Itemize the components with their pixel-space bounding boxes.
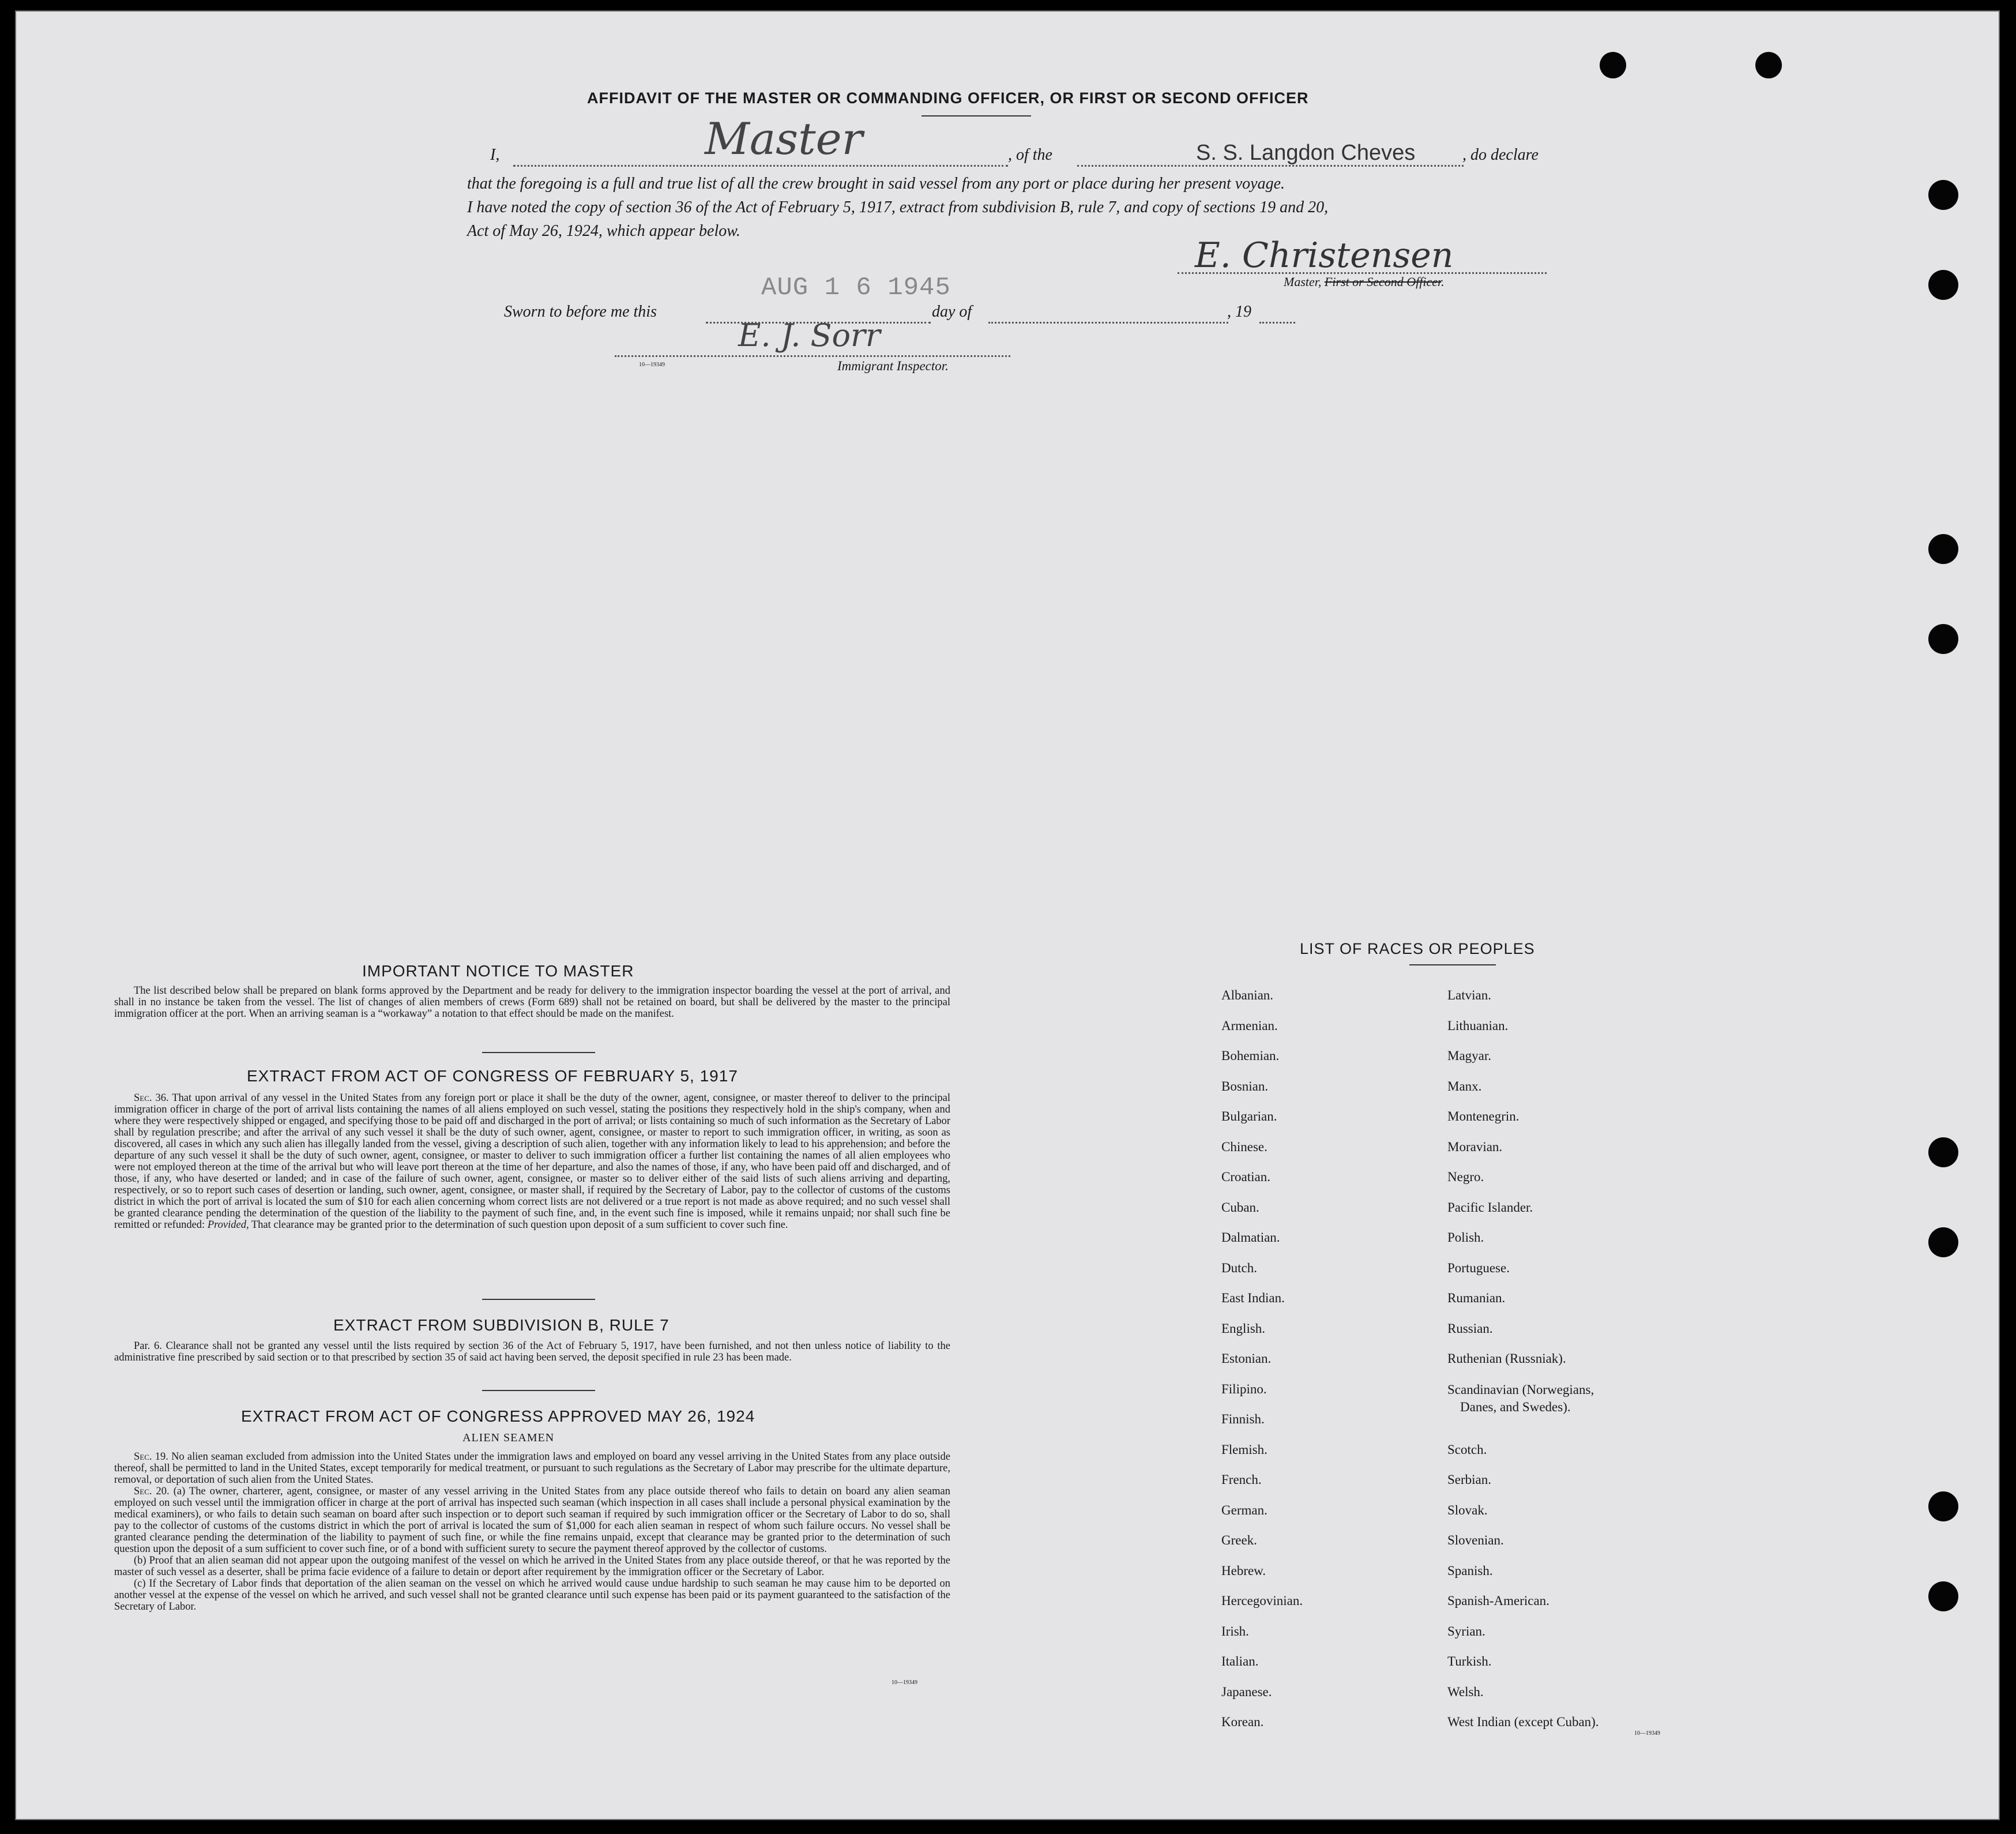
race-item: Irish. <box>1221 1623 1249 1638</box>
race-item: Estonian. <box>1221 1351 1272 1366</box>
race-item: Italian. <box>1221 1654 1259 1668</box>
section-divider <box>482 1299 595 1300</box>
punch-hole <box>1928 1491 1958 1521</box>
race-item: Spanish. <box>1447 1563 1493 1578</box>
proviso-text: That clearance may be granted prior to the determination of such question upon deposit of a sum sufficient to cover such fine. <box>251 1219 788 1231</box>
race-item: Montenegrin. <box>1447 1109 1519 1123</box>
section-divider <box>482 1052 595 1053</box>
struck-officer-label: First or Second Officer <box>1324 275 1442 289</box>
race-item: Serbian. <box>1447 1472 1492 1487</box>
punch-hole <box>1755 52 1782 78</box>
race-item: Flemish. <box>1221 1442 1267 1457</box>
section-19-paragraph <box>114 1451 950 1486</box>
punch-hole <box>1928 180 1958 210</box>
race-item: Armenian. <box>1221 1018 1278 1033</box>
section-20a-text: (a) The owner, charterer, agent, consignee, or master of any vessel arriving in the United States from any place outside thereof who fails to detain on board any alien seaman employed on such vessel until the immigration officer in charge at the port of arrival has inspected such seaman (which inspection in all cases shall include a personal physical examination by the medical examiners), or who fails to detain such seaman on board after such inspection or to deport such seaman if required by such immigration officer or the Secretary of Labor to do so, shall pay to the collector of customs of the customs district in which the port of arrival is located the sum of $1,000 for each alien seaman in respect of whom such failure occurs. No vessel shall be granted clearance pending the determination of the liability to payment of such fine, or while the fine remains unpaid, except that clearance may be granted prior to the determination of such question upon the deposit of a sum sufficient to cover such fine, or of a bond with sufficient surety to secure the payment thereof approved by the collector of customs. <box>114 1486 950 1555</box>
race-item: Slovenian. <box>1447 1533 1504 1547</box>
punch-hole <box>1928 270 1958 300</box>
rule7-paragraph: Par. 6. Clearance shall not be granted any vessel until the lists required by section 36 of the Act of February 5, 1917, have been furnished, and not then unless notice of liability to the administrative fine prescribed by said section or to that prescribed by section 35 of said act having been served, the deposit specified in rule 23 has been made. <box>114 1340 950 1363</box>
race-item: Negro. <box>1447 1170 1484 1184</box>
handwritten-master: Master <box>705 113 863 164</box>
race-item: Polish. <box>1447 1230 1484 1245</box>
section-19-text: No alien seaman excluded from admission into the United States under the immigration laws and employed on board any vessel arriving in the United States from any place outside thereof, shall be permitted to land in the United States, except temporarily for medical treatment, or pursuant to such regulations as the Secretary of Labor may prescribe for the ultimate departure, removal, or deportation of such alien from the United States. <box>114 1451 950 1486</box>
year-blank <box>1259 322 1295 324</box>
race-item: Rumanian. <box>1447 1291 1506 1305</box>
title-divider <box>922 115 1031 116</box>
race-item: Ruthenian (Russniak). <box>1447 1351 1566 1366</box>
master-signature: E. Christensen <box>1195 235 1454 276</box>
extract-1917-text <box>114 1092 950 1231</box>
year-label: , 19 <box>1227 303 1251 321</box>
notice-text <box>114 985 950 1020</box>
form-number: 10—19349 <box>1634 1730 1660 1737</box>
race-item: Pacific Islander. <box>1447 1200 1533 1215</box>
affidavit-body-line-3: Act of May 26, 1924, which appear below. <box>467 222 740 240</box>
race-item: Spanish-American. <box>1447 1594 1549 1608</box>
sworn-label: Sworn to before me this <box>504 303 657 321</box>
race-item: Finnish. <box>1221 1412 1265 1426</box>
document-page <box>15 10 2000 1820</box>
notice-paragraph: The list described below shall be prepared on blank forms approved by the Department and be ready for delivery to the immigration inspector boarding the vessel at the port of arrival, and shall in no instance be taken from the vessel. The list of changes of alien members of crews (Form 689) shall not be retained on board, but shall be delivered by the master to the principal immigration officer at the port. When an arriving seaman is a “workaway” a notation to that effect should be made on the manifest. <box>114 985 950 1020</box>
race-item: Latvian. <box>1447 988 1491 1002</box>
race-item: East Indian. <box>1221 1291 1285 1305</box>
race-item: Moravian. <box>1447 1139 1503 1154</box>
section-20b-paragraph: (b) Proof that an alien seaman did not appear upon the outgoing manifest of the vessel on which he arrived in the United States from any place outside thereof, or that he was reported by the master of such vessel as a deserter, shall be prima facie evidence of a failure to detain or deport after requirement by the immigration officer or the Secretary of Labor. <box>114 1555 950 1578</box>
inspector-label: Immigrant Inspector. <box>837 359 949 373</box>
section-36-text: That upon arrival of any vessel in the United States from any foreign port or place it shall be the duty of the owner, agent, consignee, or master thereof to deliver to the principal immigration officer in charge of the port of arrival lists containing the names of all aliens employed on such vessel, stating the positions they respectively hold in the ship's company, when and where they were respectively shipped or engaged, and specifying those to be paid off and discharged in the port of arrival; or lists containing so much of such information as the Secretary of Labor shall by regulation prescribe; and after the arrival of any such vessel it shall be the duty of such owner, agent, consignee, or master to report to such immigration officer, in writing, as soon as discovered, all cases in which any such alien has illegally landed from the vessel, giving a description of such alien, together with any information likely to lead to his apprehension; and before the departure of any such vessel it shall be the duty of such owner, agent, consignee, or master to deliver to such immigration officer a further list containing the names of all alien employees who were not employed thereon at the time of the arrival but who will leave port thereon at the time of her departure, and also the names of those, if any, who have been paid off and discharged, and of those, if any, who have deserted or landed; and in case of the failure of such owner, agent, consignee, or master so to deliver either of the said lists of such aliens arriving and departing, respectively, or so to report such cases of desertion or landing, such owner, agent, consignee, or master shall, if required by the Secretary of Labor, pay to the collector of customs of the customs district in which the port of arrival is located the sum of $10 for each alien concerning whom correct lists are not delivered or a true report is not made as above required; and no such vessel shall be granted clearance pending the determination of the question of the liability to the payment of such fine, and, in the event such fine is imposed, while it remains unpaid; nor shall such fine be remitted or refunded: <box>114 1092 951 1231</box>
punch-hole <box>1928 1581 1958 1611</box>
affidavit-declare: , do declare <box>1462 146 1539 164</box>
races-left-column <box>1221 980 1303 1738</box>
race-item: Chinese. <box>1221 1139 1267 1154</box>
section-36-label: Sec. 36. <box>134 1092 169 1104</box>
extract-1924-text <box>114 1451 950 1613</box>
race-item: Russian. <box>1447 1321 1493 1336</box>
race-item: Bosnian. <box>1221 1078 1269 1093</box>
day-of-label: day of <box>932 303 972 321</box>
section-20a-paragraph <box>114 1486 950 1555</box>
punch-hole <box>1928 534 1958 564</box>
races-title: LIST OF RACES OR PEOPLES <box>1300 940 1535 957</box>
rule7-text <box>114 1340 950 1363</box>
affidavit-of-the: , of the <box>1008 146 1052 164</box>
signature-line <box>1178 272 1547 274</box>
race-item: Hebrew. <box>1221 1563 1266 1578</box>
race-item: Japanese. <box>1221 1684 1272 1699</box>
race-item: English. <box>1221 1321 1266 1336</box>
race-item: Croatian. <box>1221 1170 1270 1184</box>
master-label: Master, <box>1284 275 1322 289</box>
inspector-line <box>615 355 1010 357</box>
race-item: Cuban. <box>1221 1200 1259 1215</box>
race-item: Syrian. <box>1447 1623 1485 1638</box>
punch-hole <box>1600 52 1626 78</box>
extract-1917-title: EXTRACT FROM ACT OF CONGRESS OF FEBRUARY 5, 1917 <box>247 1067 738 1085</box>
section-20c-paragraph: (c) If the Secretary of Labor finds that deportation of the alien seaman on the vessel on which he arrived would cause undue hardship to such seaman he may cause him to be deported on another vessel at the expense of the vessel on which he arrived, and such vessel shall not be granted clearance until such expense has been paid or its payment guaranteed to the satisfaction of the Secretary of Labor. <box>114 1578 950 1613</box>
race-item: Dalmatian. <box>1221 1230 1280 1245</box>
race-item: German. <box>1221 1502 1267 1517</box>
master-title <box>1284 275 1445 290</box>
race-item: Slovak. <box>1447 1502 1488 1517</box>
alien-seamen-subtitle: ALIEN SEAMEN <box>462 1431 555 1444</box>
form-number: 10—19349 <box>639 362 665 368</box>
section-19-label: Sec. 19. <box>134 1451 168 1463</box>
proviso-label: Provided, <box>207 1219 249 1231</box>
race-item: Scotch. <box>1447 1442 1487 1457</box>
scandinavian-line-2: Danes, and Swedes). <box>1460 1399 1571 1414</box>
section-divider <box>482 1390 595 1391</box>
affidavit-body-line-2: I have noted the copy of section 36 of the Act of February 5, 1917, extract from subdivision B, rule 7, and copy of sections 19 and 20, <box>467 198 1329 216</box>
vessel-name: S. S. Langdon Cheves <box>1196 141 1416 165</box>
name-blank <box>513 165 1008 167</box>
race-item: Greek. <box>1221 1533 1257 1547</box>
race-item: Turkish. <box>1447 1654 1492 1668</box>
races-right-column <box>1447 980 1599 1738</box>
punch-hole <box>1928 1227 1958 1257</box>
affidavit-i: I, <box>490 146 500 164</box>
race-item: French. <box>1221 1472 1262 1487</box>
master-period: . <box>1441 275 1445 289</box>
race-item: Lithuanian. <box>1447 1018 1509 1033</box>
race-item: Korean. <box>1221 1715 1264 1729</box>
race-item-scandinavian <box>1447 1374 1599 1435</box>
affidavit-title: AFFIDAVIT OF THE MASTER OR COMMANDING OFFICER, OR FIRST OR SECOND OFFICER <box>587 89 1309 107</box>
inspector-signature: E. J. Sorr <box>738 317 881 354</box>
race-item: Portuguese. <box>1447 1260 1510 1275</box>
race-item: Albanian. <box>1221 988 1274 1002</box>
form-number: 10—19349 <box>892 1679 917 1686</box>
race-item: Manx. <box>1447 1078 1482 1093</box>
race-item: Magyar. <box>1447 1048 1492 1063</box>
extract-1924-title: EXTRACT FROM ACT OF CONGRESS APPROVED MAY 26, 1924 <box>241 1407 755 1425</box>
race-item: Bohemian. <box>1221 1048 1280 1063</box>
section-36-paragraph <box>114 1092 950 1231</box>
race-item: Filipino. <box>1221 1381 1267 1396</box>
race-item: Welsh. <box>1447 1684 1484 1699</box>
race-item: Bulgarian. <box>1221 1109 1277 1123</box>
affidavit-body-line-1: that the foregoing is a full and true list of all the crew brought in said vessel from any port or place during her present voyage. <box>467 175 1285 193</box>
section-20-label: Sec. 20. <box>134 1486 170 1497</box>
race-item: West Indian (except Cuban). <box>1447 1715 1599 1729</box>
punch-hole <box>1928 1137 1958 1167</box>
rule7-title: EXTRACT FROM SUBDIVISION B, RULE 7 <box>333 1316 670 1334</box>
month-blank <box>988 322 1228 324</box>
punch-hole <box>1928 624 1958 654</box>
race-item: Hercegovinian. <box>1221 1594 1303 1608</box>
race-item: Dutch. <box>1221 1260 1257 1275</box>
scandinavian-line-1: Scandinavian (Norwegians, <box>1447 1382 1594 1397</box>
notice-title: IMPORTANT NOTICE TO MASTER <box>362 962 634 980</box>
races-divider <box>1409 964 1496 965</box>
received-date-stamp: AUG 1 6 1945 <box>761 273 951 302</box>
